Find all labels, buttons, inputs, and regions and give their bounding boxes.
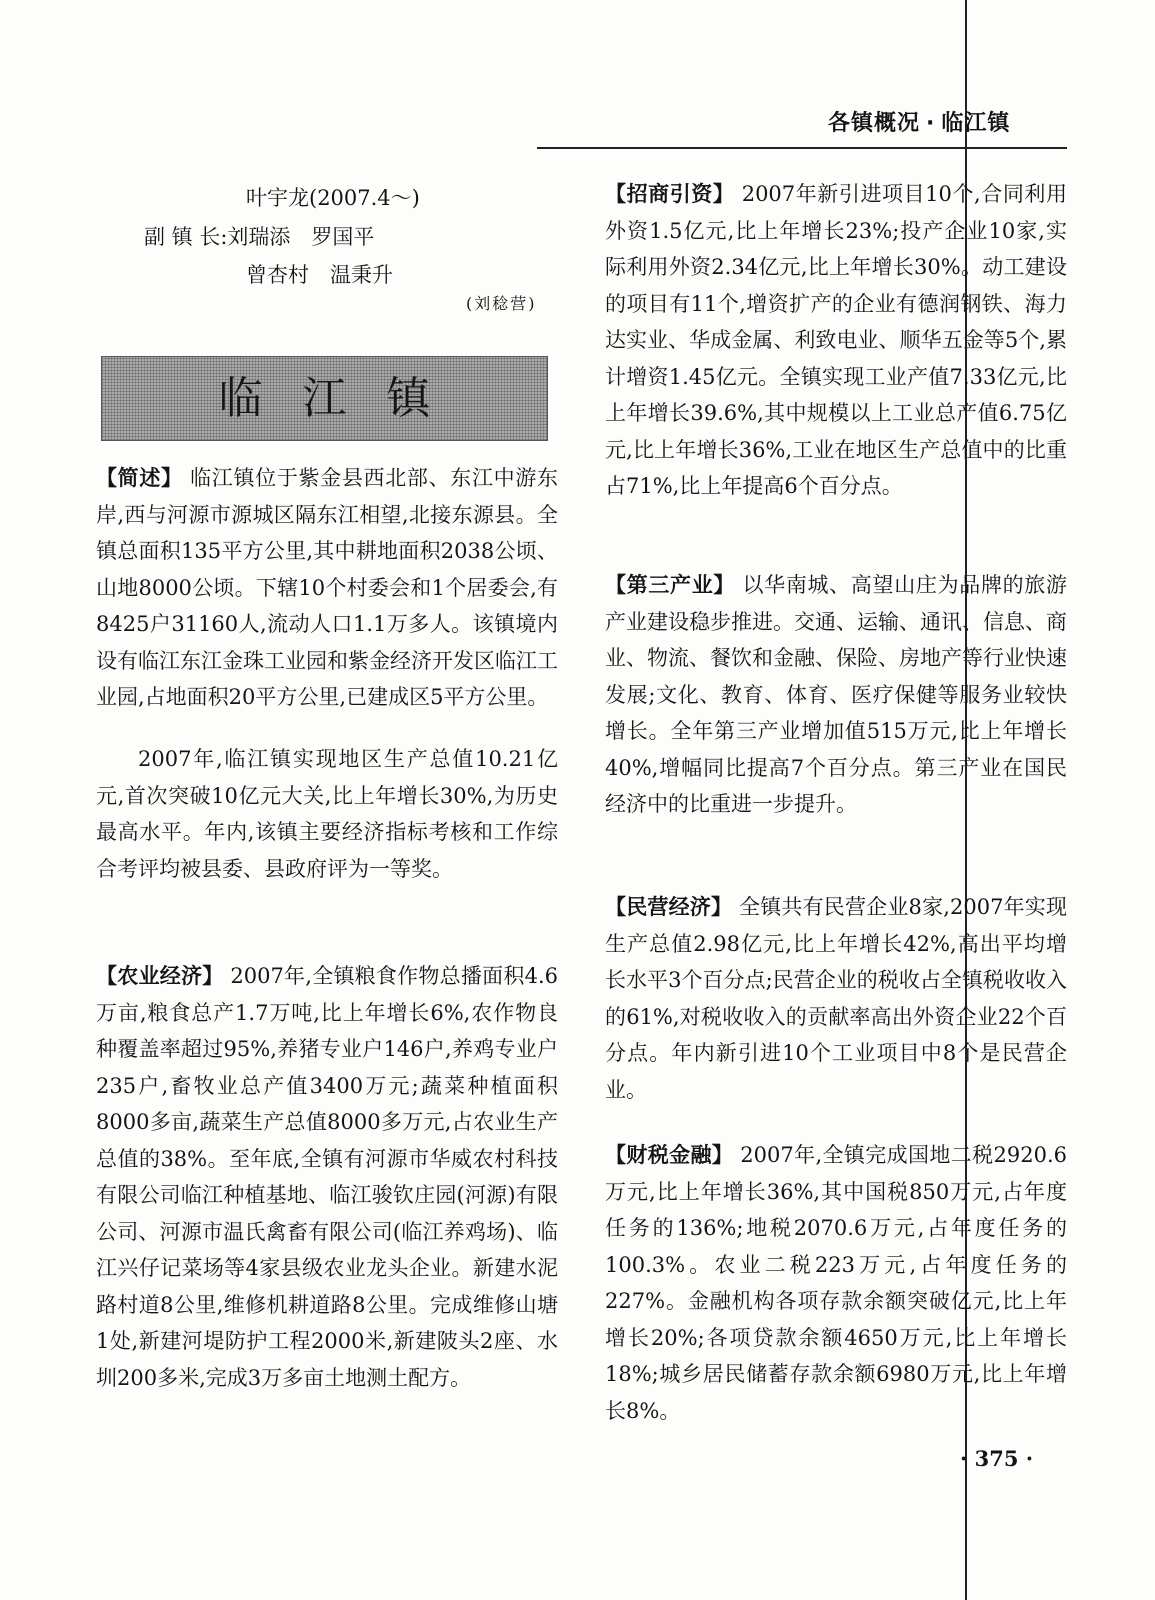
paragraph-text: 2007年新引进项目10个,合同利用外资1.5亿元,比上年增长23%;投产企业10家,实际利用外资2.34亿元,比上年增长30%。动工建设的项目有11个,增资扩产的企业有德润钢铁、海力达实业、华成金属、利致电业、顺华五金等5个,累计增资1.45亿元。全镇实现工业产值7.33亿元,比上年增长39.6%,其中规模以上工业总产值6.75亿元,比上年增长36%,工业在地区生产总值中的比重占71%,比上年提高6个百分点。 <box>605 182 1068 498</box>
paragraph-text: 临江镇位于紫金县西北部、东江中游东岸,西与河源市源城区隔东江相望,北接东源县。全镇总面积135平方公里,其中耕地面积2038公顷、山地8000公顷。下辖10个村委会和1个居委会,有8425户31160人,流动人口1.1万多人。该镇境内设有临江东江金珠工业园和紫金经济开发区临江工业园,占地面积20平方公里,已建成区5平方公里。 <box>96 466 558 709</box>
paragraph-tag: 【简述】 <box>96 466 183 490</box>
author-credit: (刘稔营) <box>466 294 537 313</box>
paragraph-tag: 【招商引资】 <box>605 182 735 206</box>
section-title: 临江镇 <box>218 373 471 424</box>
paragraph-text: 全镇共有民营企业8家,2007年实现生产总值2.98亿元,比上年增长42%,高出平均增长水平3个百分点;民营企业的税收占全镇税收收入的61%,对税收收入的贡献率高出外资企业22个百分点。年内新引进10个工业项目中8个是民营企业。 <box>605 895 1068 1102</box>
paragraph-agriculture <box>96 958 558 1396</box>
page-number: · 375 · <box>960 1446 1034 1471</box>
paragraph-tertiary-industry <box>605 567 1067 823</box>
header-section: 各镇概况 <box>828 111 921 136</box>
deputy-mayor-line-2: 曾杏村 温秉升 <box>246 263 393 287</box>
running-header <box>828 106 1010 137</box>
paragraph-tag: 【第三产业】 <box>605 573 736 597</box>
paragraph-text: 2007年,全镇完成国地二税2920.6万元,比上年增长36%,其中国税850万元,占年度任务的136%;地税2070.6万元,占年度任务的100.3%。农业二税223万元,占年度任务的227%。金融机构各项存款余额突破亿元,比上年增长20%;各项贷款余额4650万元,比上年增长18%;城乡居民储蓄存款余额6980万元,比上年增长8%。 <box>605 1143 1068 1423</box>
paragraph-tag: 【民营经济】 <box>605 895 733 919</box>
header-rule <box>537 147 1067 149</box>
paragraph-text: 2007年,临江镇实现地区生产总值10.21亿元,首次突破10亿元大关,比上年增长30%,为历史最高水平。年内,该镇主要经济指标考核和工作综合考评均被县委、县政府评为一等奖。 <box>96 747 558 881</box>
paragraph-tag: 【农业经济】 <box>96 964 224 988</box>
paragraph-text: 2007年,全镇粮食作物总播面积4.6万亩,粮食总产1.7万吨,比上年增长6%,农作物良种覆盖率超过95%,养猪专业户146户,养鸡专业户235户,畜牧业总产值3400万元;蔬菜种植面积8000多亩,蔬菜生产总值8000多万元,占农业生产总值的38%。至年底,全镇有河源市华威农村科技有限公司临江种植基地、临江骏钦庄园(河源)有限公司、河源市温氏禽畜有限公司(临江养鸡场)、临江兴仔记菜场等4家县级农业龙头企业。新建水泥路村道8公里,维修机耕道路8公里。完成维修山塘1处,新建河堤防护工程2000米,新建陂头2座、水圳200多米,完成3万多亩土地测土配方。 <box>96 964 559 1390</box>
paragraph-2007-summary <box>96 741 558 887</box>
header-separator: · <box>926 111 936 136</box>
paragraph-overview <box>96 460 558 716</box>
header-town: 临江镇 <box>941 111 1011 136</box>
paragraph-text: 以华南城、高望山庄为品牌的旅游产业建设稳步推进。交通、运输、通讯、信息、商业、物流、餐饮和金融、保险、房地产等行业快速发展;文化、教育、体育、医疗保健等服务业较快增长。全年第三产业增加值515万元,比上年增长40%,增幅同比提高7个百分点。第三产业在国民经济中的比重进一步提升。 <box>605 573 1067 816</box>
leader-name-line-1: 叶宇龙(2007.4～) <box>246 186 420 210</box>
deputy-mayor-line: 副 镇 长:刘瑞添 罗国平 <box>144 225 375 249</box>
section-title-box <box>101 356 548 441</box>
paragraph-private-economy <box>605 889 1067 1108</box>
paragraph-investment <box>605 176 1067 505</box>
paragraph-finance-tax <box>605 1137 1067 1429</box>
paragraph-tag: 【财税金融】 <box>605 1143 734 1167</box>
